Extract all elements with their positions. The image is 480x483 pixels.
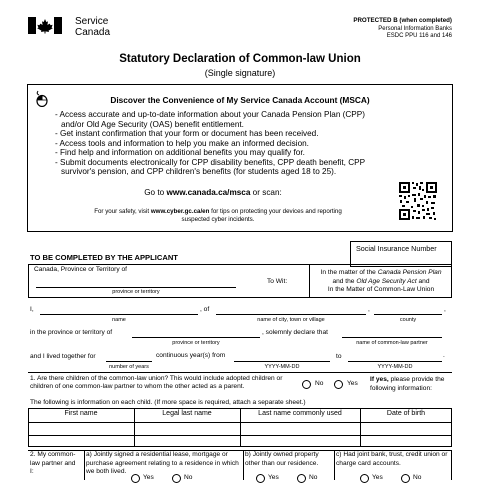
city-hint: name of city, town or village [257, 317, 325, 323]
matter-statement [311, 269, 451, 295]
msca-link[interactable]: www.canada.ca/msca [166, 188, 251, 197]
list-item: - Find help and information on additional benefits you may qualify for. [55, 148, 305, 157]
province-of-label: in the province or territory of [30, 329, 113, 336]
matter-text: and the [332, 277, 355, 285]
col-legal-last-name: Legal last name [162, 410, 212, 417]
qr-code-icon[interactable] [398, 181, 438, 221]
protected-level: PROTECTED B (when completed) [353, 17, 452, 24]
years-input[interactable] [106, 361, 152, 362]
sin-label: Social Insurance Number [356, 244, 437, 253]
canada-flag-icon [28, 17, 62, 34]
section-divider [28, 372, 452, 373]
matter-text: In the matter of the [320, 269, 376, 276]
matter-text: In the Matter of Common-Law Union [327, 286, 435, 293]
grid-line [28, 446, 452, 447]
name-hint: name [112, 317, 126, 323]
list-item: - Get instant confirmation that your form or document has been received. [55, 129, 319, 138]
q2c-yes-radio[interactable] [360, 474, 369, 483]
county-input[interactable] [374, 314, 442, 315]
q2a-text: a) Jointly signed a residential lease, mortgage or purchase agreement relating to a residence in which we both lived. [86, 451, 239, 475]
service-canada-wordmark [75, 16, 110, 38]
partner-hint: name of common-law partner [356, 340, 428, 346]
msca-info-box [27, 84, 453, 232]
grid-line [451, 450, 452, 480]
period: . [443, 352, 445, 359]
q2a-no-label: No [184, 474, 193, 481]
grid-line [243, 450, 244, 480]
list-item: - Access accurate and up-to-date information about your Canada Pension Plan (CPP) and/or Old Age Security (OAS) benefit entitlement. [55, 110, 365, 129]
i-label: I, [30, 306, 34, 313]
declarant-name-input[interactable] [40, 314, 198, 315]
grid-line [240, 408, 241, 446]
box-edge [451, 264, 452, 298]
to-wit-label: To Wit: [267, 278, 288, 285]
goto-suffix: or scan: [250, 188, 282, 197]
q2b-no-radio[interactable] [297, 474, 306, 483]
q1-info: The following is information on each child. (If more space is required, attach a separate sheet.) [30, 399, 306, 406]
box-edge [28, 264, 29, 298]
org-line2: Canada [75, 27, 111, 38]
q2a-yes-label: Yes [143, 474, 154, 481]
from-date-hint: YYYY-MM-DD [264, 364, 300, 370]
list-item: - Access tools and information to help you make an informed decision. [55, 138, 309, 148]
applicant-section-heading: TO BE COMPLETED BY THE APPLICANT [30, 253, 178, 262]
comma: , [368, 306, 370, 313]
form-subtitle: (Single signature) [204, 68, 276, 78]
cpp-act: Canada Pension Plan [377, 269, 442, 276]
q2c-no-radio[interactable] [401, 474, 410, 483]
protected-notice [353, 17, 452, 41]
to-date-input[interactable] [348, 361, 442, 362]
q2b-yes-radio[interactable] [256, 474, 265, 483]
lived-label: and I lived together for [30, 353, 96, 360]
q1-no-radio[interactable] [302, 380, 311, 389]
q2a-yes-radio[interactable] [131, 474, 140, 483]
q1-yes-label: Yes [347, 380, 358, 387]
safety-prefix: For your safety, visit [94, 208, 151, 215]
if-yes-rest: please provide the following information: [370, 376, 445, 392]
org-line1: Service [75, 16, 109, 27]
goto-prefix: Go to [144, 188, 167, 197]
ppu-code: ESDC PPU 116 and 146 [386, 33, 452, 40]
col-last-name-used: Last name commonly used [258, 410, 342, 417]
to-date-hint: YYYY-MM-DD [377, 364, 413, 370]
info-banks: Personal Information Banks [378, 25, 452, 32]
province-input[interactable] [36, 287, 236, 288]
grid-line [360, 408, 361, 446]
q2c-yes-label: Yes [372, 474, 383, 481]
city-input[interactable] [216, 314, 366, 315]
province-hint: province or territory [172, 340, 220, 346]
safety-suffix: for tips on protecting your devices and reporting suspected cyber incidents. [181, 208, 342, 223]
q1-if-yes [370, 376, 452, 393]
q2b-text: b) Jointly owned property other than our residence. [245, 451, 319, 467]
years-hint: number of years [109, 364, 149, 370]
to-label: to [336, 353, 342, 360]
q1-text: 1. Are there children of the common-law union? This would include adopted children or children of one common-law partner to whom the other acted as a parent. [30, 375, 283, 390]
partner-name-input[interactable] [342, 337, 442, 338]
continuous-label: continuous year(s) from [156, 352, 226, 359]
col-date-of-birth: Date of birth [386, 410, 426, 417]
oas-act: Old Age Security Act [356, 277, 417, 285]
q1-yes-radio[interactable] [334, 380, 343, 389]
if-yes-bold: If yes, [370, 376, 389, 383]
comma: , [444, 306, 446, 313]
form-title: Statutory Declaration of Common-law Union [119, 53, 361, 65]
list-item: - Submit documents electronically for CPP disability benefits, CPP death benefit, CPP survivor's pension, and CPP children's benefits (for students aged 18 to 25). [55, 157, 365, 176]
county-hint: county [399, 317, 417, 323]
q2a-no-radio[interactable] [172, 474, 181, 483]
cyber-link[interactable]: www.cyber.gc.ca/en [150, 208, 210, 215]
q2c-no-label: No [413, 474, 422, 481]
q2b-no-label: No [309, 474, 318, 481]
grid-line [134, 408, 135, 446]
q1-no-label: No [315, 380, 324, 387]
province-label: Canada, Province or Territory of [34, 266, 127, 273]
grid-line [28, 408, 29, 446]
from-date-input[interactable] [234, 361, 330, 362]
cyber-safety-note [83, 208, 353, 223]
declaration-province-input[interactable] [132, 337, 260, 338]
province-hint: province or territory [112, 289, 160, 295]
msca-benefits-list [55, 110, 385, 177]
grid-line [84, 450, 85, 480]
msca-goto-line [28, 188, 398, 197]
box-divider [309, 264, 310, 298]
q2c-text: c) Had joint bank, trust, credit union or charge card accounts. [336, 451, 448, 467]
col-first-name: First name [64, 410, 98, 417]
q2-label: 2. My common-law partner and I: [30, 451, 76, 475]
section-divider [28, 264, 452, 265]
q2b-yes-label: Yes [268, 474, 279, 481]
grid-line [334, 450, 335, 480]
solemnly-label: , solemnly declare that [262, 329, 328, 336]
msca-title: Discover the Convenience of My Service Canada Account (MSCA) [110, 95, 370, 105]
of-label: , of [200, 306, 210, 313]
grid-line [451, 408, 452, 446]
matter-text: and [418, 277, 430, 285]
box-edge [28, 297, 452, 298]
